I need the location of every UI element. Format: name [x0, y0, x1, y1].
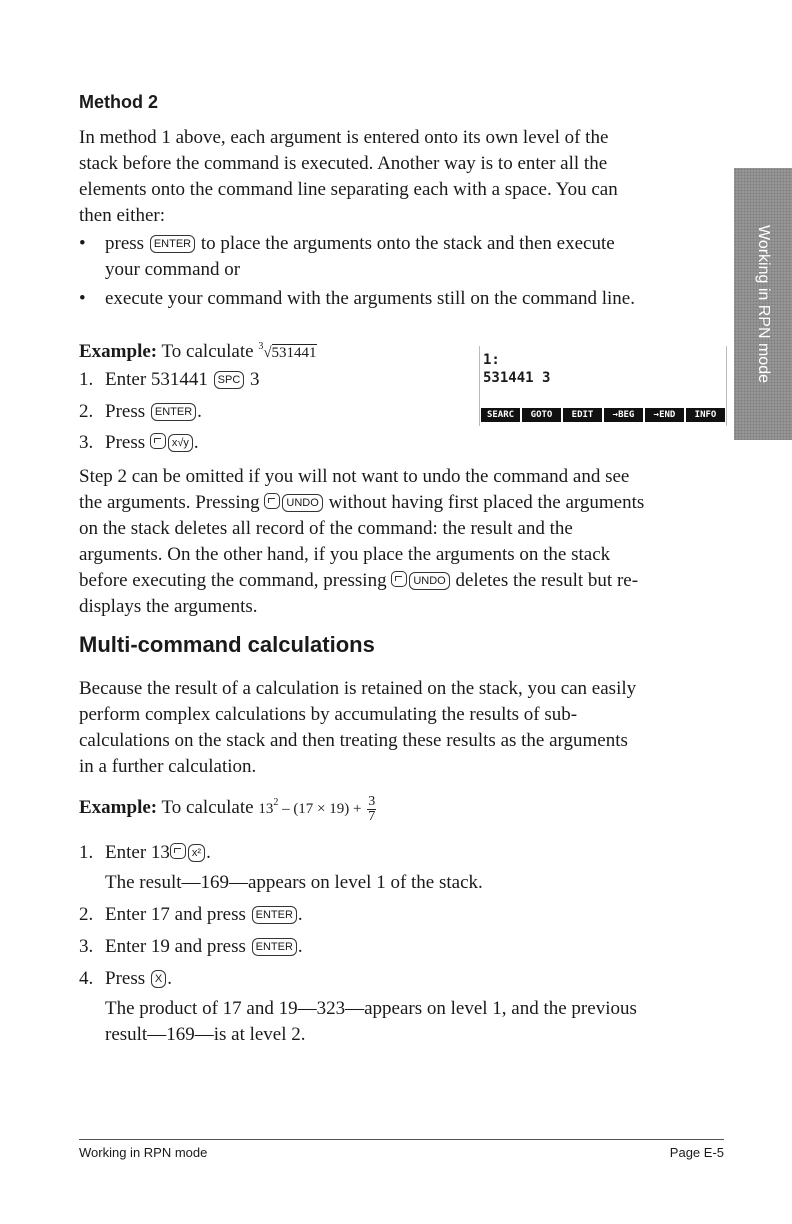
right-shift-icon [264, 493, 280, 509]
example-label: Example: [79, 341, 158, 362]
menu-item-info: INFO [686, 408, 725, 422]
calculator-screen [479, 346, 727, 426]
bullet-dot: • [79, 233, 86, 254]
enter-key: ENTER [151, 403, 196, 421]
square-key: x² [188, 844, 205, 862]
multiply-key: X [151, 970, 166, 988]
example-2-step: 3. Enter 19 and press ENTER . [79, 936, 303, 957]
intro-line: then either: [79, 205, 165, 226]
example-2-note: The product of 17 and 19—323—appears on level 1, and the previous [105, 998, 637, 1019]
undo-key: UNDO [409, 572, 449, 590]
method-heading: Method 2 [79, 92, 158, 112]
bullet-dot: • [79, 288, 86, 309]
footer-chapter: Working in RPN mode [79, 1145, 208, 1160]
cube-root-expression: $^3$√531441 [258, 341, 317, 361]
step2-paragraph: Step 2 can be omitted if you will not want to undo the command and see the arguments. Pressing UNDO without having first placed the arguments on the stack deletes all record of the command: the result and the arguments. On the other hand, if you place the arguments on the stack before executing the command, pressing UNDO deletes the result but re- displays the arguments. [79, 466, 645, 617]
stack-level-label: 1: [483, 352, 500, 368]
chapter-side-tab: Working in RPN mode [734, 168, 792, 440]
section-paragraph: Because the result of a calculation is retained on the stack, you can easily perform complex calculations by accumulating the results of sub- calculations on the stack and then treating these results as the arguments in a further calculation. [79, 678, 637, 777]
section-heading: Multi-command calculations [79, 632, 375, 657]
example-2-step: 4. Press X . [79, 968, 172, 989]
menu-item-beg: →BEG [604, 408, 643, 422]
command-line: 531441 3 [483, 370, 551, 386]
menu-item-edit: EDIT [563, 408, 602, 422]
right-shift-icon [391, 571, 407, 587]
enter-key: ENTER [252, 938, 297, 956]
example-2-note: result—169—is at level 2. [105, 1024, 306, 1045]
bullet-item: • press ENTER to place the arguments onto the stack and then execute your command or [79, 233, 615, 280]
intro-line: stack before the command is executed. Another way is to enter all the [79, 153, 608, 174]
example-2-line: Example: To calculate $13^2 - (17 \times 19)$ + $\frac{3}{7}$ [79, 794, 376, 825]
soft-menu [481, 408, 725, 422]
footer-page-number: Page E-5 [669, 1145, 724, 1160]
example-1-line: Example: To calculate $^3$√531441 [79, 341, 317, 362]
enter-key: ENTER [150, 235, 195, 253]
intro-line: In method 1 above, each argument is entered onto its own level of the [79, 127, 609, 148]
example-label: Example: [79, 797, 158, 818]
example-2-note: The result—169—appears on level 1 of the stack. [105, 872, 483, 893]
root-key: x√y [168, 434, 193, 452]
example-2-expression: $13^2 - (17 \times 19)$ + $\frac{3}{7}$ [258, 794, 376, 825]
example-2-step: 1. Enter 13 x² . [79, 842, 211, 863]
intro-paragraph [79, 125, 729, 229]
menu-item-search: SEARC [481, 408, 520, 422]
enter-key: ENTER [252, 906, 297, 924]
spc-key: SPC [214, 371, 245, 389]
fraction: $\frac{3}{7}$ [368, 794, 376, 825]
bullet-item: • execute your command with the arguments still on the command line. [79, 286, 729, 312]
right-shift-icon [150, 433, 166, 449]
menu-item-end: →END [645, 408, 684, 422]
left-shift-icon [170, 843, 186, 859]
example-1-step: 1. Enter 531441 SPC 3 [79, 369, 260, 390]
example-1-step: 3. Press x√y . [79, 432, 199, 453]
example-1-step: 2. Press ENTER . [79, 401, 202, 422]
undo-key: UNDO [282, 494, 322, 512]
footer-rule [79, 1139, 724, 1140]
example-2-step: 2. Enter 17 and press ENTER . [79, 904, 303, 925]
menu-item-goto: GOTO [522, 408, 561, 422]
intro-line: elements onto the command line separating each with a space. You can [79, 179, 618, 200]
